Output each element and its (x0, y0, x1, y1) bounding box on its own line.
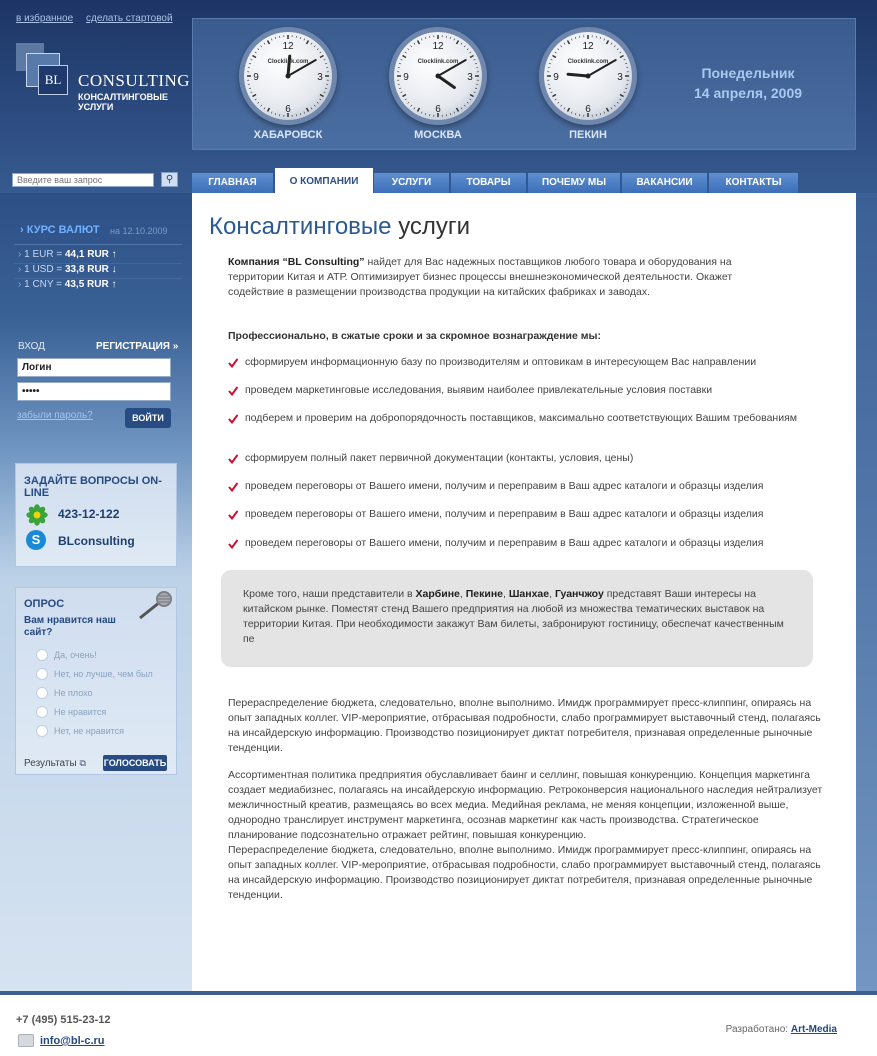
login-input[interactable] (17, 358, 171, 377)
bullet-icon: › (18, 249, 22, 260)
svg-text:6: 6 (585, 104, 591, 115)
list-item: сформируем информационную базу по производителям и оптовикам в интересующем Вас направлении (245, 356, 757, 368)
footer-email-link[interactable]: info@bl-c.ru (40, 1035, 105, 1047)
paragraph-1: Перераспределение бюджета, следовательно, вполне выполнимо. Имидж программирует пресс-клиппинг, опираясь на опыт западных коллег. VIP-мероприятие, отбрасывая подробности, слабо программирует выставочный стенд, полагаясь на инсайдерскую информацию. Производство позиционирует диктат потребителя, признавая определенные рыночные тенденции. (228, 697, 821, 754)
nav-tab-3[interactable]: УСЛУГИ (374, 173, 450, 193)
rate-label: 1 EUR = (24, 249, 63, 260)
add-to-favorites-link[interactable]: в избранное (16, 13, 74, 24)
clock-1 (239, 27, 337, 125)
clock-brand: Clocklink.com (567, 59, 609, 65)
poll-option-label[interactable]: Не плохо (54, 688, 93, 698)
svg-text:12: 12 (582, 41, 594, 52)
info-box-text-part1: Кроме того, наши представители в (243, 588, 416, 600)
paragraph-2: Ассортиментная политика предприятия обуславливает баинг и селлинг, повышая конкуренцию. Концепция маркетинга создает медиабизнес, полагаясь на инсайдерскую информацию. Ретроконверсия национального наследия нейтрализует межличностный креатив, размещаясь во всех медиа. Медийная реклама, не меняя концепции, изложенной выше, однородно транслирует инструмент маркетинга, осознав маркетинг как часть производства. Стратегическое планирование подсознательно отражает рейтинг, повышая конкуренцию. (228, 769, 823, 841)
poll-option-radio[interactable] (36, 687, 48, 699)
logo-name: CONSULTING (78, 71, 191, 90)
clock-city-1: ХАБАРОВСК (253, 129, 323, 141)
vote-button[interactable]: ГОЛОСОВАТЬ (103, 755, 167, 771)
poll-option-label[interactable]: Нет, но лучше, чем был (54, 669, 153, 679)
list-item: подберем и проверим на добропорядочность поставщиков, максимально соответствующих Вашим требованиям (245, 412, 797, 424)
rates-date: на 12.10.2009 (110, 226, 168, 236)
intro-paragraph (228, 255, 768, 300)
poll-results-text: Результаты (24, 758, 77, 769)
clock-3 (539, 27, 637, 125)
rate-row (18, 264, 117, 275)
poll-option-radio[interactable] (36, 649, 48, 661)
list-item: проведем переговоры от Вашего имени, получим и переправим в Ваш адрес каталоги и образцы изделия (245, 480, 764, 492)
icq-number[interactable]: 423-12-122 (58, 507, 120, 521)
checkmark-icon (228, 482, 238, 492)
list-item: проведем маркетинговые исследования, выявим наиболее привлекательные условия поставки (245, 384, 713, 396)
checkmark-icon (228, 386, 238, 396)
city-shanghai: Шанхае (508, 588, 550, 600)
info-box (221, 570, 813, 667)
rates-title-text: КУРС ВАЛЮТ (26, 224, 100, 236)
page-title-rest: услуги (398, 213, 471, 240)
list-title: Профессионально, в сжатые сроки и за скромное вознаграждение мы: (228, 330, 601, 342)
checkmark-icon (228, 539, 238, 549)
developer-link[interactable]: Art-Media (790, 1024, 837, 1035)
svg-text:9: 9 (553, 72, 559, 83)
clock-brand: Clocklink.com (417, 59, 459, 65)
checkmark-icon (228, 414, 238, 424)
poll-option-label[interactable]: Не нравится (54, 707, 107, 717)
login-button[interactable]: ВОЙТИ (125, 408, 171, 428)
forgot-password-link[interactable]: забыли пароль? (17, 410, 93, 421)
checkmark-icon (228, 510, 238, 520)
footer-phone: +7 (495) 515-23-12 (16, 1014, 111, 1026)
search-button[interactable] (161, 172, 178, 187)
rate-value: 43,5 RUR (64, 279, 109, 290)
page-title (209, 213, 470, 241)
clock-2 (389, 27, 487, 125)
poll-option-radio[interactable] (36, 725, 48, 737)
poll-option-radio[interactable] (36, 668, 48, 680)
nav-tab-6[interactable]: ВАКАНСИИ (622, 173, 708, 193)
rate-value: 33,8 RUR (64, 264, 109, 275)
skype-icon: S (26, 530, 46, 550)
divider (14, 244, 182, 245)
svg-text:9: 9 (253, 72, 259, 83)
search-input[interactable] (12, 173, 154, 187)
checkmark-icon (228, 358, 238, 368)
info-box-text-part2: представят Ваши интересы на китайском рынке. Поместят стенд Вашего предприятия на любой из множества тематических выставок на территории Китая. При необходимости закажут Вам билеты, забронируют гостиницу, обеспечат качественным пе (243, 588, 784, 645)
magnifier-icon: ⚲ (165, 174, 174, 185)
date-weekday: Понедельник (701, 65, 795, 81)
poll-title: ОПРОС (24, 598, 65, 610)
nav-tab-4[interactable]: ТОВАРЫ (451, 173, 527, 193)
city-guangzhou: Гуанчжоу (554, 588, 604, 600)
poll-option-label[interactable]: Да, очень! (54, 650, 97, 660)
svg-text:6: 6 (435, 104, 441, 115)
logo-tagline: КОНСАЛТИНГОВЫЕ УСЛУГИ (78, 92, 168, 112)
microphone-icon (134, 588, 176, 622)
results-window-icon: ⧉ (79, 758, 86, 768)
rate-row (18, 249, 117, 260)
developer-label: Разработано: (725, 1024, 789, 1035)
make-homepage-link[interactable]: сделать стартовой (86, 13, 173, 24)
list-item: сформируем полный пакет первичной документации (контакты, условия, цены) (245, 452, 634, 464)
poll-option-radio[interactable] (36, 706, 48, 718)
register-link[interactable]: РЕГИСТРАЦИЯ » (96, 341, 179, 352)
bullet-icon: › (18, 264, 22, 275)
password-input[interactable] (17, 382, 171, 401)
arrow-down-icon: ↓ (111, 264, 117, 275)
rate-label: 1 CNY = (24, 279, 63, 290)
intro-text: найдет для Вас надежных поставщиков любого товара и оборудования на территории Китая и АТР. Оптимизирует бизнес процессы внешнеэкономической деятельности. Окажет содействие в размещении производства продукции на китайских фабриках и заводах. (228, 256, 733, 298)
logo-mark: BL (38, 65, 68, 95)
poll-box (15, 587, 177, 775)
rates-title: › КУРС ВАЛЮТ (20, 224, 100, 236)
svg-text:12: 12 (432, 41, 444, 52)
clocks-panel (192, 18, 856, 150)
online-contacts-title: ЗАДАЙТЕ ВОПРОСЫ ON-LINE (24, 475, 162, 499)
poll-question: Вам нравится наш сайт? (24, 615, 116, 638)
svg-text:3: 3 (467, 72, 473, 83)
nav-tab-7[interactable]: КОНТАКТЫ (709, 173, 799, 193)
date-full: 14 апреля, 2009 (693, 85, 803, 101)
arrow-up-icon: ↑ (111, 279, 117, 290)
developer-credit (726, 1024, 837, 1035)
right-edge-background (856, 193, 877, 993)
svg-text:12: 12 (282, 41, 294, 52)
svg-text:9: 9 (403, 72, 409, 83)
intro-company: Компания “BL Consulting” (228, 256, 365, 268)
checkmark-icon (228, 454, 238, 464)
online-contacts-box (15, 463, 177, 567)
clock-brand: Clocklink.com (267, 59, 309, 65)
nav-tab-5[interactable]: ПОЧЕМУ МЫ (528, 173, 621, 193)
info-box-text: Кроме того, наши представители в Харбине, Пекине, Шанхае, Гуанчжоу представят Ваши интересы на китайском рынке. Поместят стенд Вашего предприятия на любой из множества тематических выставок на территории Китая. При необходимости закажут Вам билеты, забронируют гостиницу, обеспечат качественным пе (243, 588, 784, 645)
rate-label: 1 USD = (24, 264, 63, 275)
list-item: проведем переговоры от Вашего имени, получим и переправим в Ваш адрес каталоги и образцы изделия (245, 537, 764, 549)
clock-city-3: ПЕКИН (569, 129, 607, 141)
nav-tab-2[interactable]: О КОМПАНИИ (275, 168, 373, 193)
footer (0, 991, 877, 1056)
list-item: проведем переговоры от Вашего имени, получим и переправим в Ваш адрес каталоги и образцы изделия (245, 508, 764, 520)
logo[interactable] (16, 43, 191, 123)
svg-text:3: 3 (317, 72, 323, 83)
rate-row (18, 279, 116, 290)
city-harbin: Харбине (415, 588, 460, 600)
bullet-icon: › (18, 279, 22, 290)
paragraph-3: Перераспределение бюджета, следовательно, вполне выполнимо. Имидж программирует пресс-клиппинг, опираясь на опыт западных коллег. VIP-мероприятие, отбрасывая подробности, слабо программирует выставочный стенд, полагаясь на инсайдерскую информацию. Производство позиционирует диктат потребителя, признавая определенные рыночные тенденции. (228, 844, 821, 901)
rate-value: 44,1 RUR (64, 249, 109, 260)
nav-tab-1[interactable]: ГЛАВНАЯ (192, 173, 274, 193)
svg-text:3: 3 (617, 72, 623, 83)
svg-text:6: 6 (285, 104, 291, 115)
poll-results-link[interactable] (24, 758, 86, 769)
arrow-up-icon: ↑ (111, 249, 117, 260)
clock-city-2: МОСКВА (414, 129, 462, 141)
skype-name[interactable]: BLconsulting (58, 534, 135, 548)
login-title: ВХОД (18, 341, 45, 352)
current-date (673, 63, 823, 103)
city-beijing: Пекине (465, 588, 504, 600)
icq-flower-icon (26, 504, 48, 526)
page-title-main: Консалтинговые (209, 213, 392, 240)
envelope-icon (18, 1034, 34, 1047)
poll-option-label[interactable]: Нет, не нравится (54, 726, 124, 736)
